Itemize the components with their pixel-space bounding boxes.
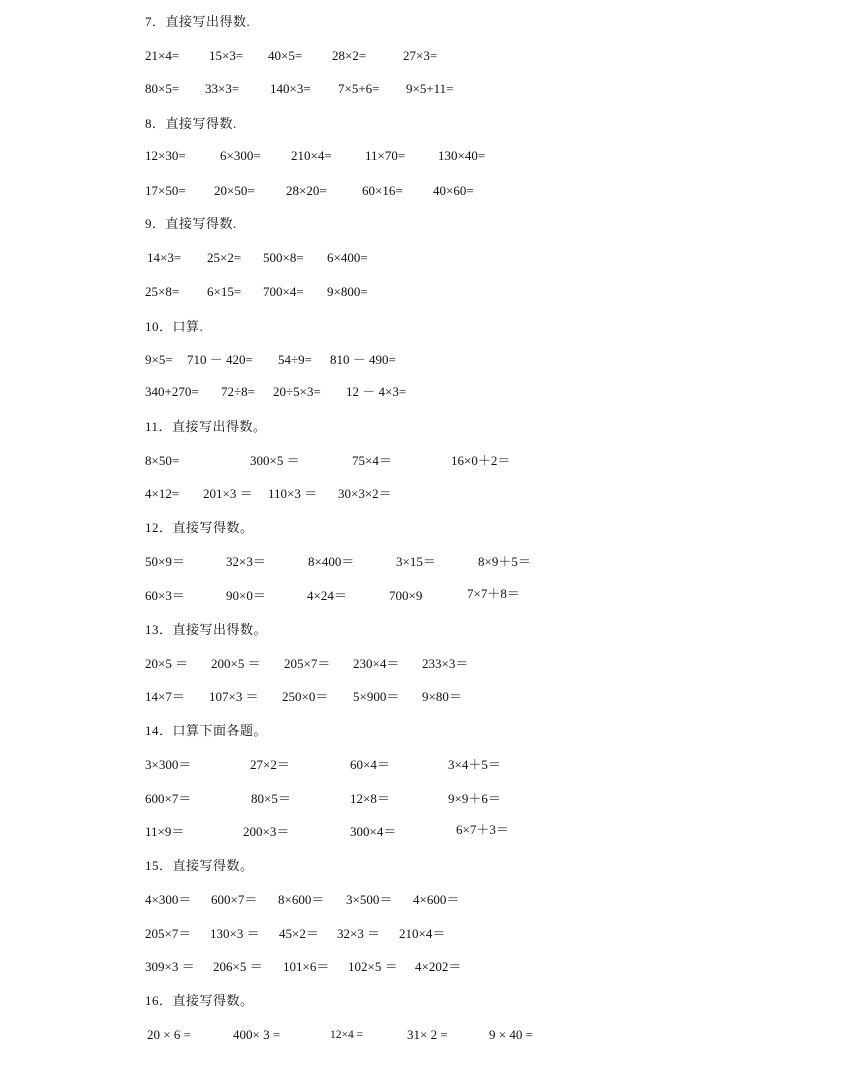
expression: 30×3×2＝	[338, 486, 392, 501]
expression: 20 × 6 =	[147, 1027, 191, 1042]
expression: 500×8=	[263, 250, 304, 265]
expression: 130×40=	[438, 148, 486, 163]
expression: 15×3=	[209, 48, 244, 63]
expression: 32×3 ＝	[337, 926, 381, 941]
expression: 21×4=	[145, 48, 180, 63]
expression: 101×6＝	[283, 959, 330, 974]
expression: 110×3 ＝	[268, 486, 318, 501]
problem-16-heading: 16．直接写得数。	[145, 993, 254, 1008]
expression: 9×800=	[327, 284, 368, 299]
expression: 600×7＝	[211, 892, 258, 907]
problem-11-heading: 11．直接写出得数。	[145, 419, 267, 434]
expression: 31× 2 =	[407, 1027, 448, 1042]
expression: 11×9＝	[145, 824, 185, 839]
expression: 32×3＝	[226, 554, 266, 569]
expression: 107×3 ＝	[209, 689, 259, 704]
expression: 17×50=	[145, 183, 186, 198]
expression: 12×4 =	[330, 1029, 364, 1041]
expression: 6×15=	[207, 284, 242, 299]
expression: 8×600＝	[278, 892, 325, 907]
problem-12-heading: 12．直接写得数。	[145, 520, 254, 535]
expression: 72÷8=	[221, 384, 255, 399]
expression: 205×7＝	[145, 926, 192, 941]
expression: 9×9＋6＝	[448, 791, 501, 806]
expression: 710 － 420=	[187, 352, 253, 367]
expression: 400× 3 =	[233, 1027, 281, 1042]
expression: 140×3=	[270, 81, 311, 96]
expression: 60×16=	[362, 183, 403, 198]
problem-7-heading: 7．直接写出得数.	[145, 14, 251, 29]
expression: 54÷9=	[278, 352, 312, 367]
expression: 6×300=	[220, 148, 261, 163]
problem-15-heading: 15．直接写得数。	[145, 858, 254, 873]
expression: 3×500＝	[346, 892, 393, 907]
expression: 16×0＋2＝	[451, 453, 511, 468]
expression: 40×60=	[433, 183, 474, 198]
problem-14-heading: 14．口算下面各题。	[145, 723, 268, 738]
expression: 810 － 490=	[330, 352, 396, 367]
expression: 20÷5×3=	[273, 384, 321, 399]
expression: 33×3=	[205, 81, 240, 96]
expression: 206×5 ＝	[213, 959, 263, 974]
expression: 80×5=	[145, 81, 180, 96]
expression: 200×5 ＝	[211, 656, 261, 671]
expression: 25×2=	[207, 250, 242, 265]
expression: 8×400＝	[308, 554, 355, 569]
problem-13-heading: 13．直接写出得数。	[145, 622, 268, 637]
expression: 3×15＝	[396, 554, 436, 569]
expression: 12×30=	[145, 148, 186, 163]
expression: 40×5=	[268, 48, 303, 63]
expression: 233×3＝	[422, 656, 469, 671]
expression: 28×2=	[332, 48, 367, 63]
expression: 9×80＝	[422, 689, 462, 704]
expression: 4×12=	[145, 486, 180, 501]
expression: 50×9＝	[145, 554, 185, 569]
expression: 11×70=	[365, 148, 406, 163]
expression: 4×300＝	[145, 892, 192, 907]
expression: 340+270=	[145, 384, 199, 399]
expression: 4×600＝	[413, 892, 460, 907]
expression: 4×202＝	[415, 959, 462, 974]
expression: 7×5+6=	[338, 81, 380, 96]
expression: 28×20=	[286, 183, 327, 198]
expression: 12×8＝	[350, 791, 390, 806]
expression: 27×2＝	[250, 757, 290, 772]
problem-8-heading: 8．直接写得数.	[145, 116, 237, 131]
expression: 200×3＝	[243, 824, 290, 839]
expression: 75×4＝	[352, 453, 392, 468]
expression: 20×50=	[214, 183, 255, 198]
expression: 700×9	[389, 588, 423, 603]
expression: 300×5 ＝	[250, 453, 300, 468]
expression: 8×50=	[145, 453, 180, 468]
expression: 3×4＋5＝	[448, 757, 501, 772]
expression: 12 － 4×3=	[346, 384, 407, 399]
expression: 7×7＋8＝	[467, 586, 520, 601]
expression: 600×7＝	[145, 791, 192, 806]
expression: 6×400=	[327, 250, 368, 265]
expression: 700×4=	[263, 284, 304, 299]
expression: 25×8=	[145, 284, 180, 299]
expression: 60×3＝	[145, 588, 185, 603]
expression: 300×4＝	[350, 824, 397, 839]
expression: 5×900＝	[353, 689, 400, 704]
expression: 14×3=	[147, 250, 182, 265]
expression: 6×7＋3＝	[456, 822, 509, 837]
expression: 309×3 ＝	[145, 959, 195, 974]
expression: 90×0＝	[226, 588, 266, 603]
expression: 102×5 ＝	[348, 959, 398, 974]
expression: 205×7＝	[284, 656, 331, 671]
problem-10-heading: 10．口算.	[145, 319, 204, 334]
expression: 9×5=	[145, 352, 173, 367]
expression: 14×7＝	[145, 689, 185, 704]
expression: 9 × 40 =	[489, 1027, 533, 1042]
expression: 250×0＝	[282, 689, 329, 704]
expression: 210×4=	[291, 148, 332, 163]
expression: 45×2＝	[279, 926, 319, 941]
expression: 80×5＝	[251, 791, 291, 806]
expression: 60×4＝	[350, 757, 390, 772]
expression: 201×3 ＝	[203, 486, 253, 501]
expression: 27×3=	[403, 48, 438, 63]
expression: 3×300＝	[145, 757, 192, 772]
expression: 210×4＝	[399, 926, 446, 941]
expression: 20×5 ＝	[145, 656, 189, 671]
expression: 130×3 ＝	[210, 926, 260, 941]
expression: 9×5+11=	[406, 81, 454, 96]
problem-9-heading: 9．直接写得数.	[145, 216, 237, 231]
expression: 230×4＝	[353, 656, 400, 671]
expression: 4×24＝	[307, 588, 347, 603]
expression: 8×9＋5＝	[478, 554, 531, 569]
